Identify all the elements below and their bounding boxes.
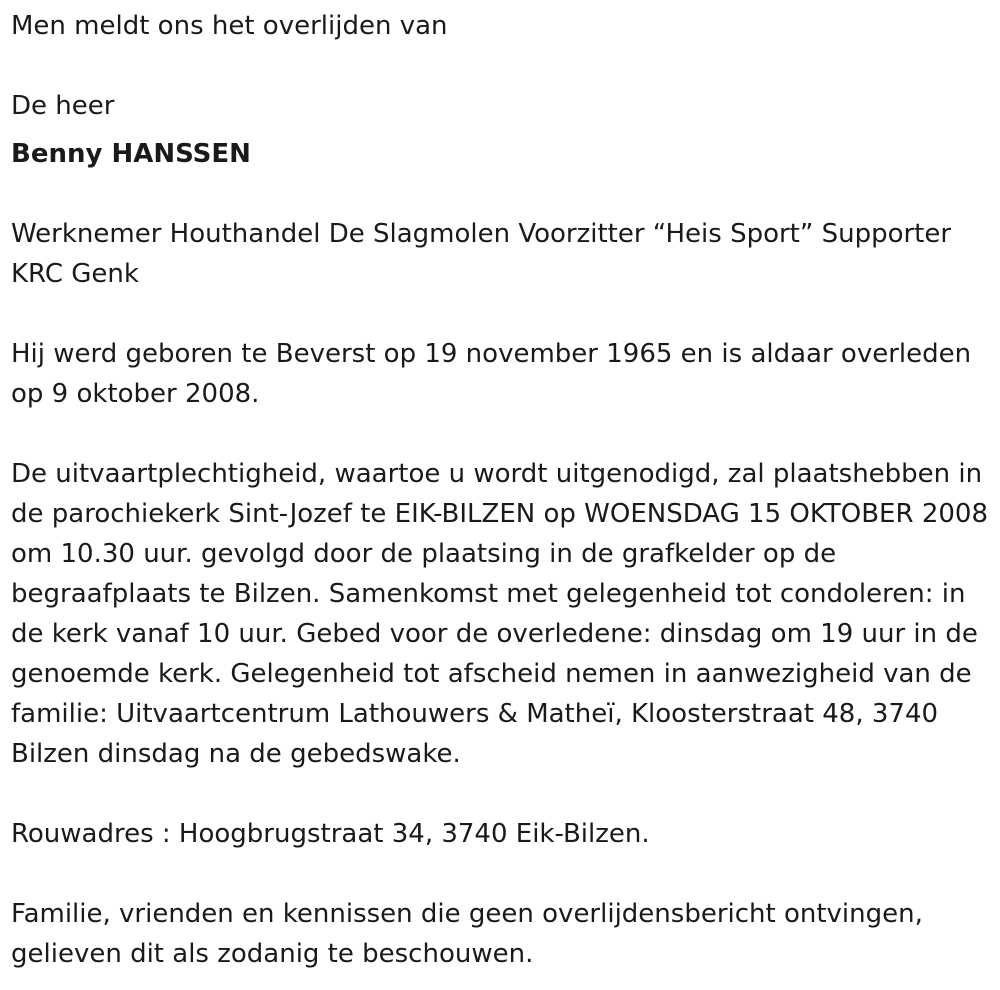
deceased-name: Benny HANSSEN	[11, 139, 251, 169]
spacer	[11, 774, 991, 814]
spacer	[11, 414, 991, 454]
spacer	[11, 854, 991, 894]
description-text: Werknemer Houthandel De Slagmolen Voorzitter “Heis Sport” Supporter KRC Genk	[11, 219, 952, 289]
address-text: Rouwadres : Hoogbrugstraat 34, 3740 Eik-Bilzen.	[11, 819, 650, 849]
ceremony-text: De uitvaartplechtigheid, waartoe u wordt uitgenodigd, zal plaatshebben in de parochiekerk Sint-Jozef te EIK-BILZEN op WOENSDAG 15 OKTOBER 2008 om 10.30 uur. gevolgd door de plaatsing in de grafkelder op de begraafplaats te Bilzen. Samenkomst met gelegenheid tot condoleren: in de kerk vanaf 10 uur. Gebed voor de overledene: dinsdag om 19 uur in de genoemde kerk. Gelegenheid tot afscheid nemen in aanwezigheid van de familie: Uitvaartcentrum Lathouwers & Matheï, Kloosterstraat 48, 3740 Bilzen dinsdag na de gebedswake.	[11, 459, 988, 769]
closing-text: Familie, vrienden en kennissen die geen overlijdensbericht ontvingen, gelieven dit als zodanig te beschouwen.	[11, 899, 923, 969]
intro-text: Men meldt ons het overlijden van	[11, 11, 448, 41]
spacer	[11, 46, 991, 86]
birth-death-text: Hij werd geboren te Beverst op 19 november 1965 en is aldaar overleden op 9 oktober 2008.	[11, 339, 972, 409]
spacer	[11, 174, 991, 214]
spacer	[11, 294, 991, 334]
salutation: De heer	[11, 91, 115, 121]
death-notice	[11, 6, 991, 974]
